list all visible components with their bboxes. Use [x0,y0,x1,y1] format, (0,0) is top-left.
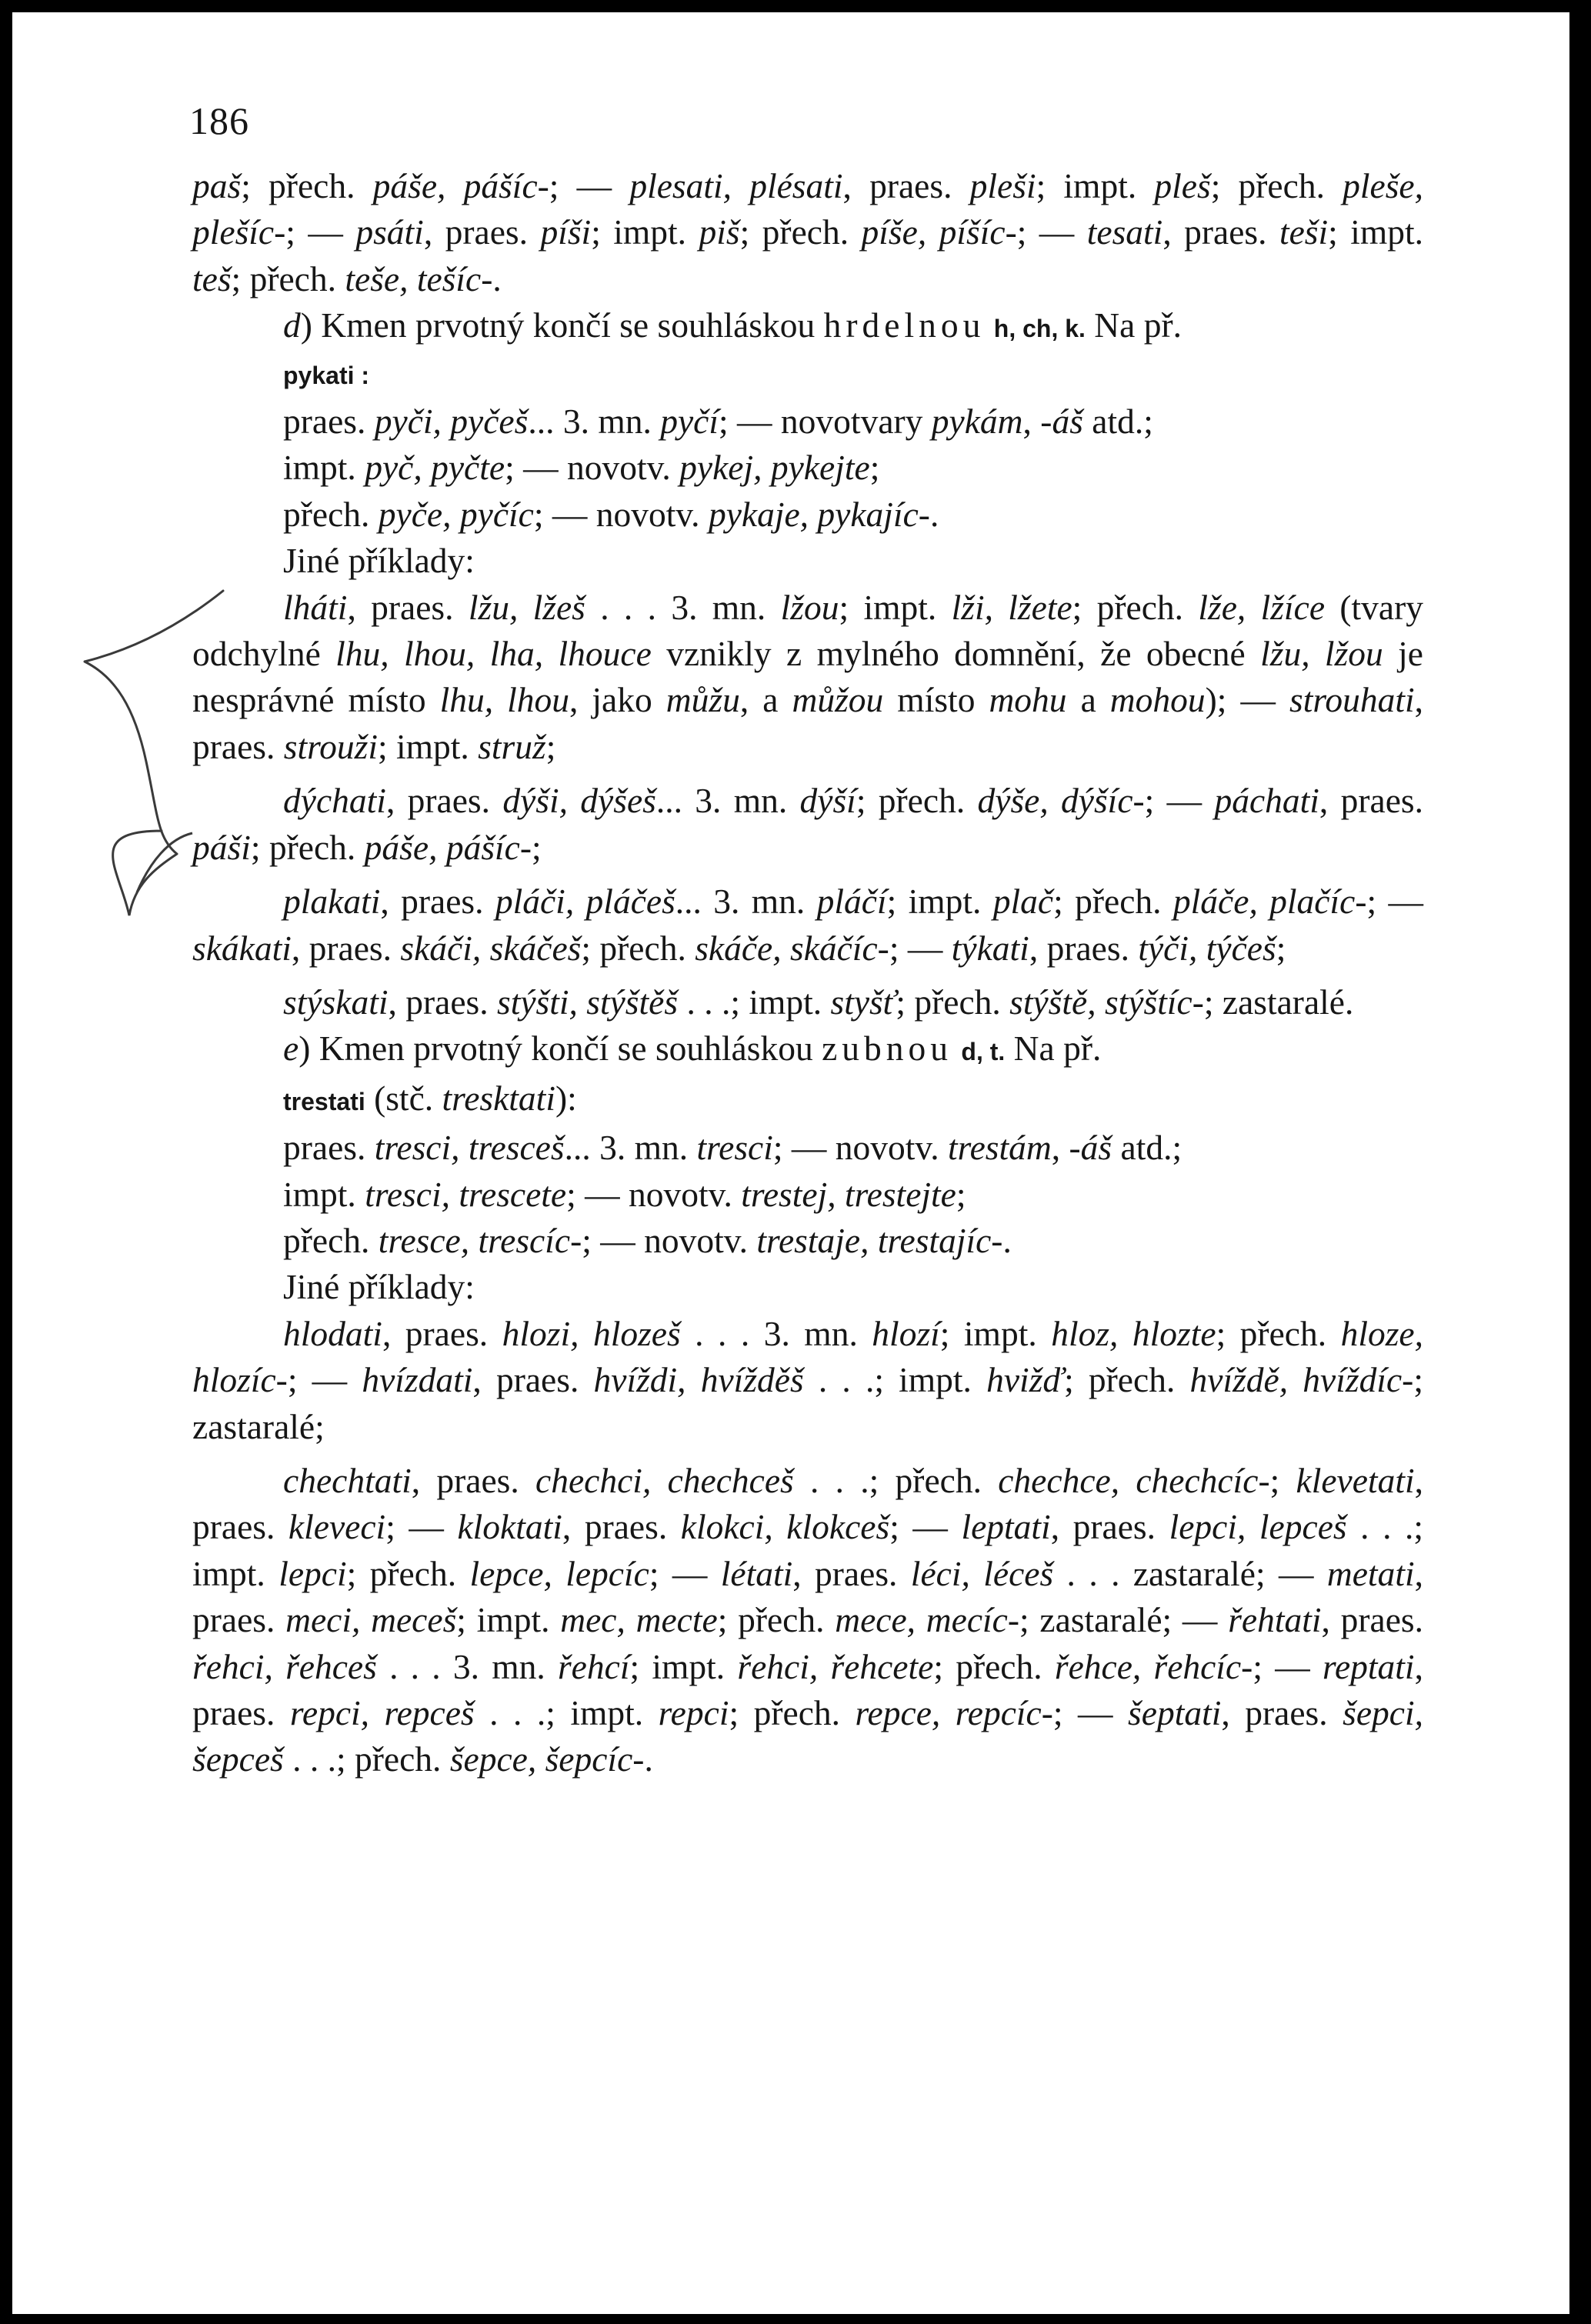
scan-border-bottom [0,2314,1591,2324]
section-e-form-praes: praes. tresci, tresceš... 3. mn. tresci; — novotv. trestám, -áš atd.; [283,1128,1182,1168]
page-body [192,163,1423,1783]
section-e-example-word: trestati (stč. tresktati): [283,1078,577,1118]
page-number: 186 [189,99,249,142]
section-d-example-paragraph: plakati, praes. pláči, pláčeš... 3. mn. pláčí; impt. plač; přech. pláče, plačíc-; — skákati, praes. skáči, skáčeš; přech. skáče, skáčíc-; — týkati, praes. týči, týčeš; [192,882,1423,968]
section-d-form-prech: přech. pyče, pyčíc; — novotv. pykaje, pykajíc-. [283,494,939,534]
section-e-forms [192,1125,1423,1311]
section-e-example-paragraph: chechtati, praes. chechci, chechceš . . .; přech. chechce, chechcíc-; klevetati, praes. kleveci; — kloktati, praes. klokci, klokceš; — leptati, praes. lepci, lepceš . . .; impt. lepci; přech. lepce, lepcíc; — létati, praes. léci, léceš . . . zastaralé; — metati, praes. meci, meceš; impt. mec, mecte; přech. mece, mecíc-; zastaralé; — řehtati, praes. řehci, řehceš . . . 3. mn. řehcí; impt. řehci, řehcete; přech. řehce, řehcíc-; — reptati, praes. repci, repceš . . .; impt. repci; přech. repce, repcíc-; — šeptati, praes. šepci, šepceš . . .; přech. šepce, šepcíc-. [192,1460,1424,1779]
scan-border-top [0,0,1591,12]
scan-border-left [0,0,12,2324]
section-d-other-heading: Jiné příklady: [283,541,475,581]
section-e-other-heading: Jiné příklady: [283,1267,475,1307]
section-d-example-paragraph: dýchati, praes. dýši, dýšeš... 3. mn. dýší; přech. dýše, dýšíc-; — páchati, praes. páši; přech. páše, pášíc-; [192,781,1423,867]
section-e-form-impt: impt. tresci, trescete; — novotv. trestej, trestejte; [283,1174,966,1214]
section-d-example-paragraph: lháti, praes. lžu, lžeš . . . 3. mn. lžou; impt. lži, lžete; přech. lže, lžíce (tvary odchylné lhu, lhou, lha, lhouce vznikly z mylného domnění, že obecné lžu, lžou je nesprávné místo lhu, lhou, jako můžu, a můžou místo mohu a mohou); — strouhati, praes. strouži; impt. struž; [192,587,1424,766]
section-e-heading: e) Kmen prvotný končí se souhláskou zubnou d, t. Na př. [283,1029,1102,1069]
section-e-form-prech: přech. tresce, trescíc-; — novotv. trestaje, trestajíc-. [283,1220,1012,1260]
section-d-form-impt: impt. pyč, pyčte; — novotv. pykej, pykejte; [283,448,880,488]
section-d-heading: d) Kmen prvotný končí se souhláskou hrdelnou h, ch, k. Na př. [283,305,1182,345]
scan-border-right [1569,0,1591,2324]
section-d-example-paragraph: stýskati, praes. stýšti, stýštěš . . .; impt. styšť; přech. stýště, stýštíc-; zastaralé. [283,982,1354,1022]
section-d-form-praes: praes. pyči, pyčeš... 3. mn. pyčí; — novotvary pykám, -áš atd.; [283,402,1153,442]
section-d-example-word: pykati : [283,361,370,389]
section-e-example-paragraph: hlodati, praes. hlozi, hlozeš . . . 3. mn. hlozí; impt. hloz, hlozte; přech. hloze, hlozíc-; — hvízdati, praes. hvíždi, hvížděš . . .; impt. hvižď; přech. hvíždě, hvíždíc-; zastaralé; [192,1313,1423,1446]
section-d-forms [192,398,1423,585]
opening-paragraph: paš; přech. páše, pášíc-; — plesati, plésati, praes. pleši; impt. pleš; přech. pleše, plešíc-; — psáti, praes. píši; impt. piš; přech. píše, píšíc-; — tesati, praes. teši; impt. teš; přech. teše, tešíc-. [192,166,1423,298]
